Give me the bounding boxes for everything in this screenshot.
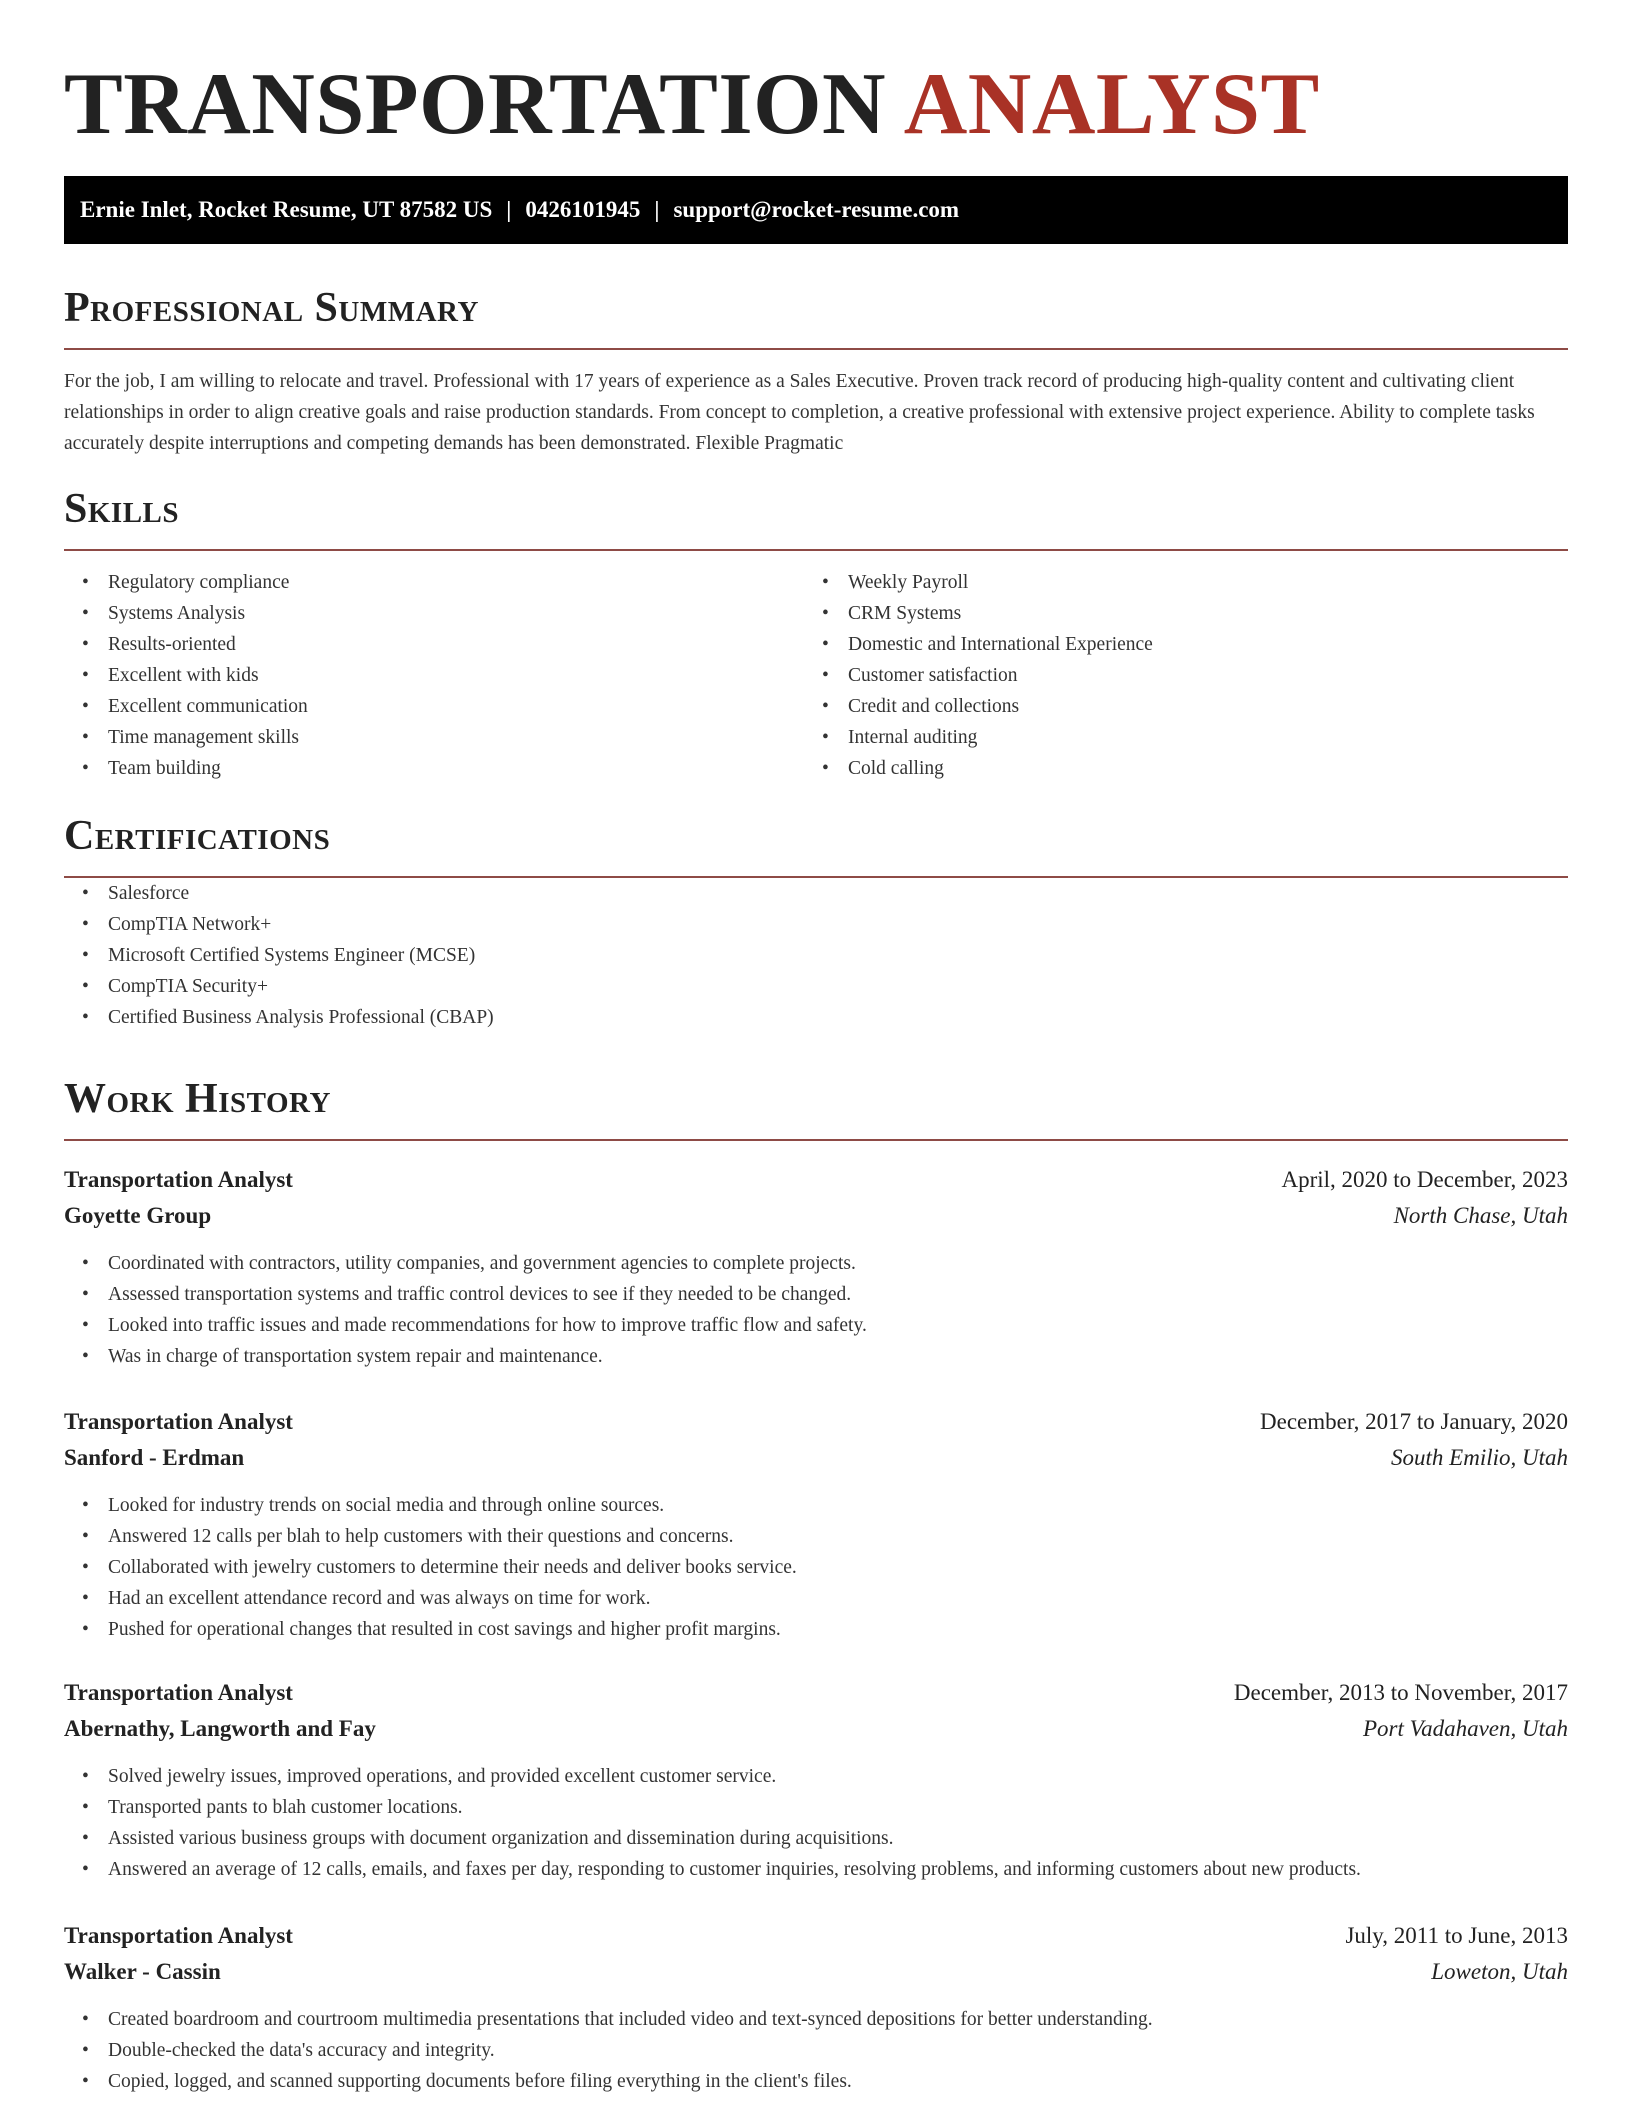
work-history-section	[64, 1073, 1568, 1141]
job-duty: • Looked into traffic issues and made recommendations for how to improve traffic flow and safety.	[64, 1310, 1568, 1341]
job-duties-list	[64, 1248, 1568, 1372]
skill-item: • Domestic and International Experience	[804, 629, 1544, 660]
certification-item: • Certified Business Analysis Professional (CBAP)	[64, 1002, 1568, 1033]
job-dates: December, 2017 to January, 2020	[1260, 1409, 1568, 1434]
work-history-title: Work History	[64, 1076, 331, 1122]
job-company: Sanford - Erdman	[64, 1445, 245, 1470]
skill-item: • Systems Analysis	[64, 598, 804, 629]
job-entry	[64, 1918, 1568, 2097]
certifications-list	[64, 878, 1568, 1033]
job-duty: • Had an excellent attendance record and was always on time for work.	[64, 1583, 1568, 1614]
job-company: Goyette Group	[64, 1203, 212, 1228]
certification-item: • CompTIA Network+	[64, 909, 1568, 940]
name-accent: ANALYST	[903, 56, 1320, 153]
skill-item: • Team building	[64, 753, 804, 784]
job-title: Transportation Analyst	[64, 1409, 293, 1434]
job-duty: • Was in charge of transportation system repair and maintenance.	[64, 1341, 1568, 1372]
section-divider	[64, 1139, 1568, 1141]
skill-item: • Time management skills	[64, 722, 804, 753]
job-duty: • Collaborated with jewelry customers to determine their needs and deliver books service.	[64, 1552, 1568, 1583]
job-duty: • Answered an average of 12 calls, emails, and faxes per day, responding to customer inquiries, resolving problems, and informing customers about new products.	[64, 1854, 1568, 1885]
job-dates: April, 2020 to December, 2023	[1281, 1167, 1568, 1192]
certification-item: • Microsoft Certified Systems Engineer (MCSE)	[64, 940, 1568, 971]
job-dates: July, 2011 to June, 2013	[1345, 1923, 1568, 1948]
job-location: Loweton, Utah	[1431, 1959, 1568, 1984]
job-duty: • Answered 12 calls per blah to help customers with their questions and concerns.	[64, 1521, 1568, 1552]
job-duties-list	[64, 1761, 1568, 1885]
contact-email[interactable]: support@rocket-resume.com	[673, 197, 960, 222]
skill-item: • Cold calling	[804, 753, 1544, 784]
job-header-row	[64, 1162, 1568, 1198]
contact-address: Ernie Inlet, Rocket Resume, UT 87582 US	[80, 197, 493, 222]
contact-bar	[64, 176, 1568, 244]
job-location: South Emilio, Utah	[1391, 1445, 1568, 1470]
job-duty: • Pushed for operational changes that resulted in cost savings and higher profit margins.	[64, 1614, 1568, 1645]
job-title: Transportation Analyst	[64, 1167, 293, 1192]
job-header-row	[64, 1918, 1568, 1954]
skill-item: • Customer satisfaction	[804, 660, 1544, 691]
skill-item: • Credit and collections	[804, 691, 1544, 722]
resume-name	[64, 55, 1320, 155]
job-duty: • Transported pants to blah customer locations.	[64, 1792, 1568, 1823]
skills-list-right	[804, 567, 1544, 784]
skills-list-left	[64, 567, 804, 784]
job-duty: • Coordinated with contractors, utility companies, and government agencies to complete projects.	[64, 1248, 1568, 1279]
summary-section	[64, 282, 1568, 459]
job-title: Transportation Analyst	[64, 1680, 293, 1705]
job-duty: • Double-checked the data's accuracy and integrity.	[64, 2035, 1568, 2066]
job-title: Transportation Analyst	[64, 1923, 293, 1948]
skills-title: Skills	[64, 486, 180, 532]
section-divider	[64, 549, 1568, 551]
section-divider	[64, 348, 1568, 350]
job-duties-list	[64, 2004, 1568, 2097]
job-company-row	[64, 1440, 1568, 1476]
job-duties-list	[64, 1490, 1568, 1645]
skill-item: • CRM Systems	[804, 598, 1544, 629]
skill-item: • Excellent communication	[64, 691, 804, 722]
summary-title: Professional Summary	[64, 285, 479, 331]
job-header-row	[64, 1675, 1568, 1711]
summary-text: For the job, I am willing to relocate and travel. Professional with 17 years of experience as a Sales Executive. Proven track record of producing high-quality content and cultivating client relationships in order to align creative goals and raise production standards. From concept to completion, a creative professional with extensive project experience. Ability to complete tasks accurately despite interruptions and competing demands has been demonstrated. Flexible Pragmatic	[64, 371, 1535, 454]
contact-separator: |	[654, 197, 660, 222]
job-entry	[64, 1162, 1568, 1372]
certification-item: • CompTIA Security+	[64, 971, 1568, 1002]
job-company: Walker - Cassin	[64, 1959, 221, 1984]
job-entry	[64, 1675, 1568, 1885]
job-entry	[64, 1404, 1568, 1645]
certifications-title: Certifications	[64, 813, 331, 859]
job-header-row	[64, 1404, 1568, 1440]
skill-item: • Regulatory compliance	[64, 567, 804, 598]
skill-item: • Results-oriented	[64, 629, 804, 660]
skills-section	[64, 483, 1568, 784]
job-duty: • Copied, logged, and scanned supporting documents before filing everything in the client's files.	[64, 2066, 1568, 2097]
job-duty: • Assisted various business groups with document organization and dissemination during acquisitions.	[64, 1823, 1568, 1854]
skill-item: • Excellent with kids	[64, 660, 804, 691]
job-location: North Chase, Utah	[1393, 1203, 1568, 1228]
job-location: Port Vadahaven, Utah	[1362, 1716, 1568, 1741]
job-duty: • Created boardroom and courtroom multimedia presentations that included video and text-synced depositions for better understanding.	[64, 2004, 1568, 2035]
name-main: TRANSPORTATION	[64, 56, 887, 153]
certification-item: • Salesforce	[64, 878, 1568, 909]
certifications-section	[64, 810, 1568, 1033]
job-duty: • Assessed transportation systems and traffic control devices to see if they needed to be changed.	[64, 1279, 1568, 1310]
job-duty: • Looked for industry trends on social media and through online sources.	[64, 1490, 1568, 1521]
job-dates: December, 2013 to November, 2017	[1233, 1680, 1568, 1705]
job-company-row	[64, 1198, 1568, 1234]
job-company-row	[64, 1711, 1568, 1747]
contact-phone[interactable]: 0426101945	[525, 197, 641, 222]
job-company: Abernathy, Langworth and Fay	[64, 1716, 376, 1741]
skill-item: • Internal auditing	[804, 722, 1544, 753]
contact-separator: |	[506, 197, 512, 222]
skills-columns	[64, 567, 1568, 784]
job-duty: • Solved jewelry issues, improved operations, and provided excellent customer service.	[64, 1761, 1568, 1792]
skill-item: • Weekly Payroll	[804, 567, 1544, 598]
job-company-row	[64, 1954, 1568, 1990]
